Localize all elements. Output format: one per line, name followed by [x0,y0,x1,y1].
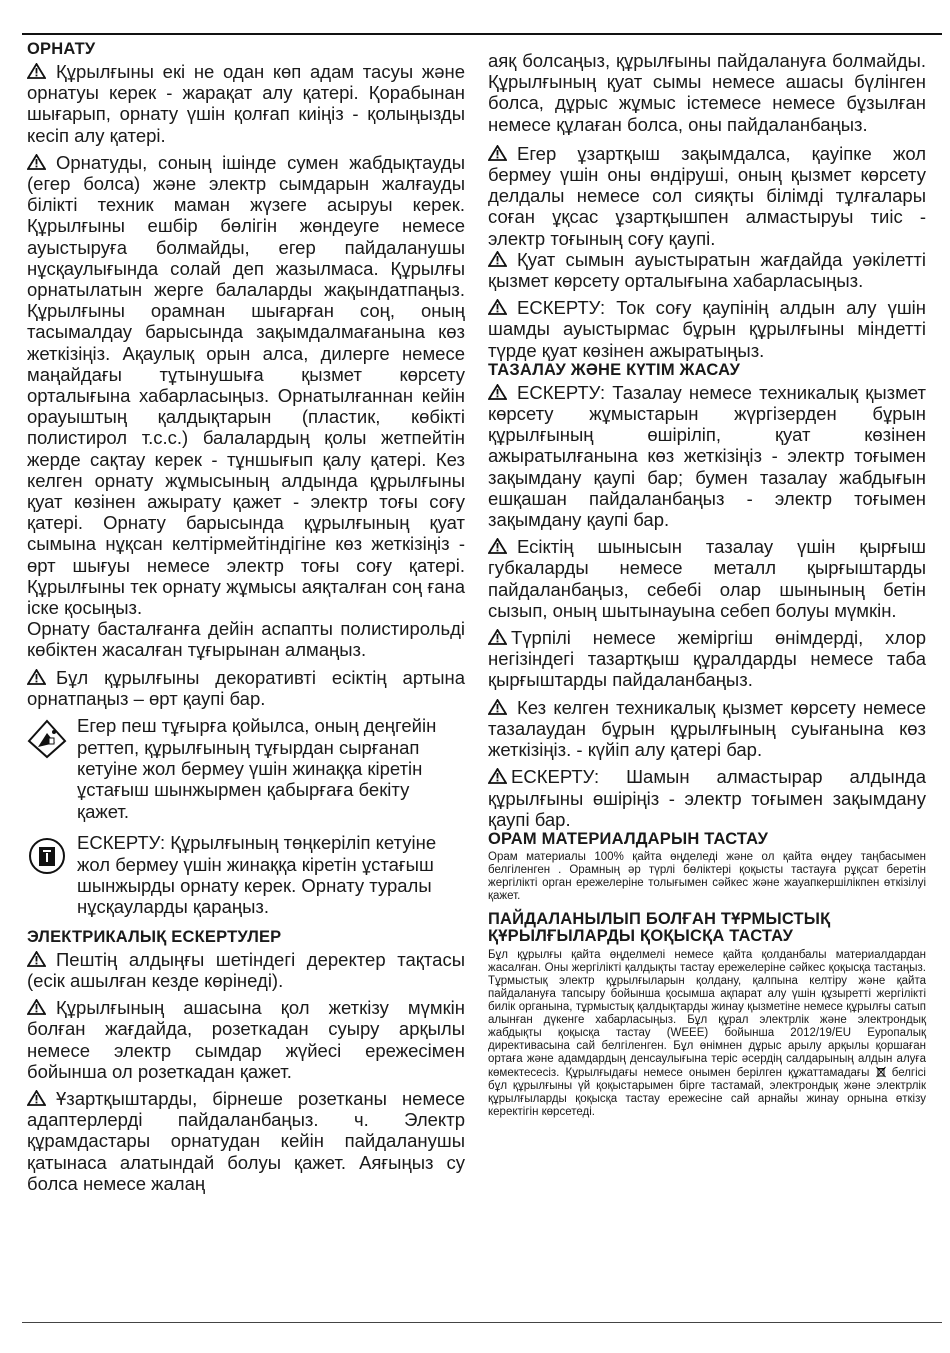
installation-heading: ОРНАТУ [27,40,96,58]
chain-notice-block [27,832,465,918]
tip-over-icon [27,719,67,759]
electrical-paragraph-2-text: Құрылғының ашасына қол жеткізу мүмкін болған жағдайда, розеткадан суыру арқылы немесе электр сымдар жүйесі ережесімен бойынша ол розеткадан қажет. [27,997,465,1082]
warning-icon [488,699,507,715]
cleaning-heading: ТАЗАЛАУ ЖӘНЕ КҮТІМ ЖАСАУ [488,360,741,379]
installation-paragraph-2 [27,152,465,618]
power-cord-warning [488,249,926,291]
tip-over-warning-block [27,715,465,822]
warning-icon [27,999,46,1015]
tip-over-warning-text: Егер пеш тұғырға қойылса, оның деңгейін реттеп, құрылғының тұғырдан сырғанап кетуіне жол бермеу үшін жинаққа кіретін ұстағыш шынжырмен қабырғаға бекіту қажет. [77,715,437,822]
warning-icon [488,384,507,400]
cleaning-paragraph-1 [488,382,926,530]
electrical-paragraph-3-text: Ұзартқыштарды, бірнеше розетканы немесе адаптерлерді пайдаланбаңыз. ч. Электр құрамдастары орнатудан кейін пайдаланушы қатынаса алатындай болуы қажет. Аяғыңыз су болса немесе жалаң [27,1087,465,1194]
cleaning-paragraph-1-text: ЕСКЕРТУ: Тазалау немесе техникалық қызмет көрсету жұмыстарын жүргізерден бұрын құрылғының өшіріліп, қуат көзінен ажыратылғанына көз жеткізіңіз - электр тоғымен зақымдану қаупі бар; бумен тазалау жабдығын ешқашан пайдаланбаңыз - электр тоғымен зақымдану қаупі бар. [488,381,926,531]
warning-icon [488,145,507,161]
warning-icon [488,251,507,267]
cleaning-paragraph-5-text: ЕСКЕРТУ: Шамын алмастырар алдында құрылғыны өшіріңіз - электр тоғымен зақымдану қаупі бар. [488,766,926,830]
warning-icon [27,669,46,685]
installation-paragraph-4-text: Бұл құрылғыны декоративті есіктің артына орнатпаңыз – өрт қаупі бар. [27,666,465,709]
packaging-paragraph: Орам материалы 100% қайта өңделеді және ол қайта өңдеу таңбасымен белгіленген . Орамның әр түрлі бөліктері қоқысты тастауға рұқсат беретін жергілікті орган ережелеріне толығымен сәйкес және жауапкершілікпен өткізілуі қажет. [488,850,926,902]
right-column [488,50,926,1127]
lamp-warning [488,297,926,361]
top-rule [22,33,942,35]
installation-paragraph-2-text: Орнатуды, соның ішінде сумен жабдықтауды (егер болса) және электр сымдарын жалғауды білікті техник маман жүзеге асыруы керек. Құрылғыны ешбір бөлігін жөндеуге немесе ауыстыруға болмайды, егер пайдаланушы нұсқаулығында солай деп жазылмаса. Құрылғы орнатылатын жерге балаларды жақындатпаңыз. Құрылғыны орамнан шығарған соң, оның тасымалдау барысында зақымдалмағанына көз жеткізіңіз. Ақаулық орын алса, дилерге немесе маңайдағы тұтынушыға қызмет көрсету орталығына хабарласыңыз. Орнатылғаннан кейін орауыштың қалдықтарын (пластик, көбікті полистирол т.с.с.) балалардың қолы жетпейтін жерде сақтау керек - тұншығып қалу қатері. Кез келген орнату жұмысының алдында құрылғыны қуат көзінен ажырату қажет - электр тоғы соғу қатері. Орнату барысында құрылғының қуат сымына нұқсан келтірмейтіндігіне көз жеткізіңіз - өрт шығуы немесе электр тоғы соғу қатері. Құрылғыны тек орнату жұмысы аяқталған соң ғана іске қосыңыз. [27,151,465,619]
warning-icon [488,299,507,315]
cleaning-paragraph-4-text: Кез келген техникалық қызмет көрсету немесе тазалаудан бұрын құрылғының суығанына көз жеткізіңіз. - күйіп алу қатері бар. [488,696,926,761]
cleaning-paragraph-2 [488,536,926,621]
installation-paragraph-1 [27,61,465,146]
extension-warning-text: Егер ұзартқыш зақымдалса, қауіпке жол бермеу үшін оны өндіруші, оның қызмет көрсету делдалы немесе сол сияқты білімді тұлғалары соған ұқсас ұзартқышпен алмастыруы тиіс - электр тоғының соғу қаупі. [488,142,926,249]
electrical-paragraph-1-text: Пештің алдыңғы шетіндегі деректер тақтасы (есік ашылған кезде көрінеді). [27,948,465,991]
electrical-paragraph-2 [27,997,465,1082]
warning-icon [27,951,46,967]
manual-book-icon [27,836,67,876]
warning-icon [488,629,507,645]
cleaning-paragraph-3 [488,627,926,691]
bottom-rule [22,1322,942,1323]
packaging-heading: ОРАМ МАТЕРИАЛДАРЫН ТАСТАУ [488,829,769,848]
installation-paragraph-4 [27,667,465,709]
disposal-paragraph-text-b: белгісі бұл құрылғыны үй қоқыстарымен бірге тастамай, электрондық және электрлік құрылғыларды қоқысқа тастау ережесіне сай арнайы жинау орнына өткізу керектігін көрсетеді. [488,1066,926,1118]
electrical-paragraph-3 [27,1088,465,1194]
warning-icon [488,768,507,784]
chain-notice-text: ЕСКЕРТУ: Құрылғының төңкеріліп кетуіне жол бермеу үшін жинаққа кіретін ұстағыш шынжырды орнату керек. Орнату туралы нұсқауларды қараңыз. [77,832,437,918]
warning-icon [488,538,507,554]
extension-warning [488,143,926,249]
electrical-continuation: аяқ болсаңыз, құрылғыны пайдалануға болмайды. Құрылғының қуат сымы немесе ашасы бүлінген болса, дұрыс жұмыс істемесе немесе бұзылған немесе құлаған болса, оны пайдаланбаңыз. [488,50,926,135]
lamp-warning-text: ЕСКЕРТУ: Ток соғу қаупінің алдын алу үшін шамды ауыстырмас бұрын құрылғыны міндетті түрде қуат көзінен ажыратыңыз. [488,297,926,361]
installation-paragraph-1-text: Құрылғыны екі не одан көп адам тасуы және орнатуы керек - жарақат алу қатері. Қорабынан шығарып, орнату үшін қолғап киіңіз - қолыңызды кесіп алу қатері. [27,61,465,146]
power-cord-warning-text: Қуат сымын ауыстыратын жағдайда уәкілетті қызмет көрсету орталығына хабарласыңыз. [488,248,926,292]
disposal-paragraph [488,949,926,1119]
cleaning-paragraph-3-text: Түрпілі немесе жеміргіш өнімдерді, хлор негізіндегі тазартқыш құралдарды немесе таба қырғыштарды пайдаланбаңыз. [488,627,926,691]
electrical-heading: ЭЛЕКТРИКАЛЫҚ ЕСКЕРТУЛЕР [27,927,282,946]
installation-paragraph-3: Орнату басталғанға дейін аспапты полистирольді көбіктен жасалған тұғырынан алмаңыз. [27,618,465,661]
warning-icon [27,63,46,79]
cleaning-paragraph-5 [488,766,926,830]
warning-icon [27,154,46,170]
disposal-heading: ПАЙДАЛАНЫЛЫП БОЛҒАН ТҰРМЫСТЫҚ ҚҰРЫЛҒЫЛАРДЫ ҚОҚЫСҚА ТАСТАУ [488,909,831,945]
crossed-bin-icon [876,1066,886,1078]
warning-icon [27,1090,46,1106]
disposal-paragraph-text-a: Бұл құрылғы қайта өңделмелі немесе қайта қолданбалы материалдардан жасалған. Оны жергілікті қалдықты тастау ережелеріне сәйкес қоқысқа тастаңыз. Тұрмыстық электр құрылғыларын қолдану, қалпына келтіру және қайта пайдалануға тапсыру бойынша қосымша ақпарат алу үшін құзыретті жергілікті билік органына, тұрмыстық қалдықтарды жинау қызметіне немесе құрылғы сатып алынған дүкенге хабарласыңыз. Бұл құрал электрлік және электрондық жабдықты қоқысқа тастау (WEEE) бойынша 2012/19/EU Еуропалық директивасына сай белгіленген. Бұл өнімнен дұрыс арылу арқылы қоршаған ортаға және адамдардың денсаулығына теріс әсердің салдарының алдын алуға көмектесесіз. Құрылғыдағы немесе онымен берілген құжаттамадағы [488,948,926,1079]
cleaning-paragraph-2-text: Есіктің шынысын тазалау үшін қырғыш губкаларды немесе металл қырғыштарды пайдаланбаңыз, себебі олар шынының бетін сызып, оның шытынауына себеп болуы мүмкін. [488,536,926,621]
left-column [27,40,465,1200]
cleaning-paragraph-4 [488,697,926,761]
electrical-paragraph-1 [27,949,465,991]
